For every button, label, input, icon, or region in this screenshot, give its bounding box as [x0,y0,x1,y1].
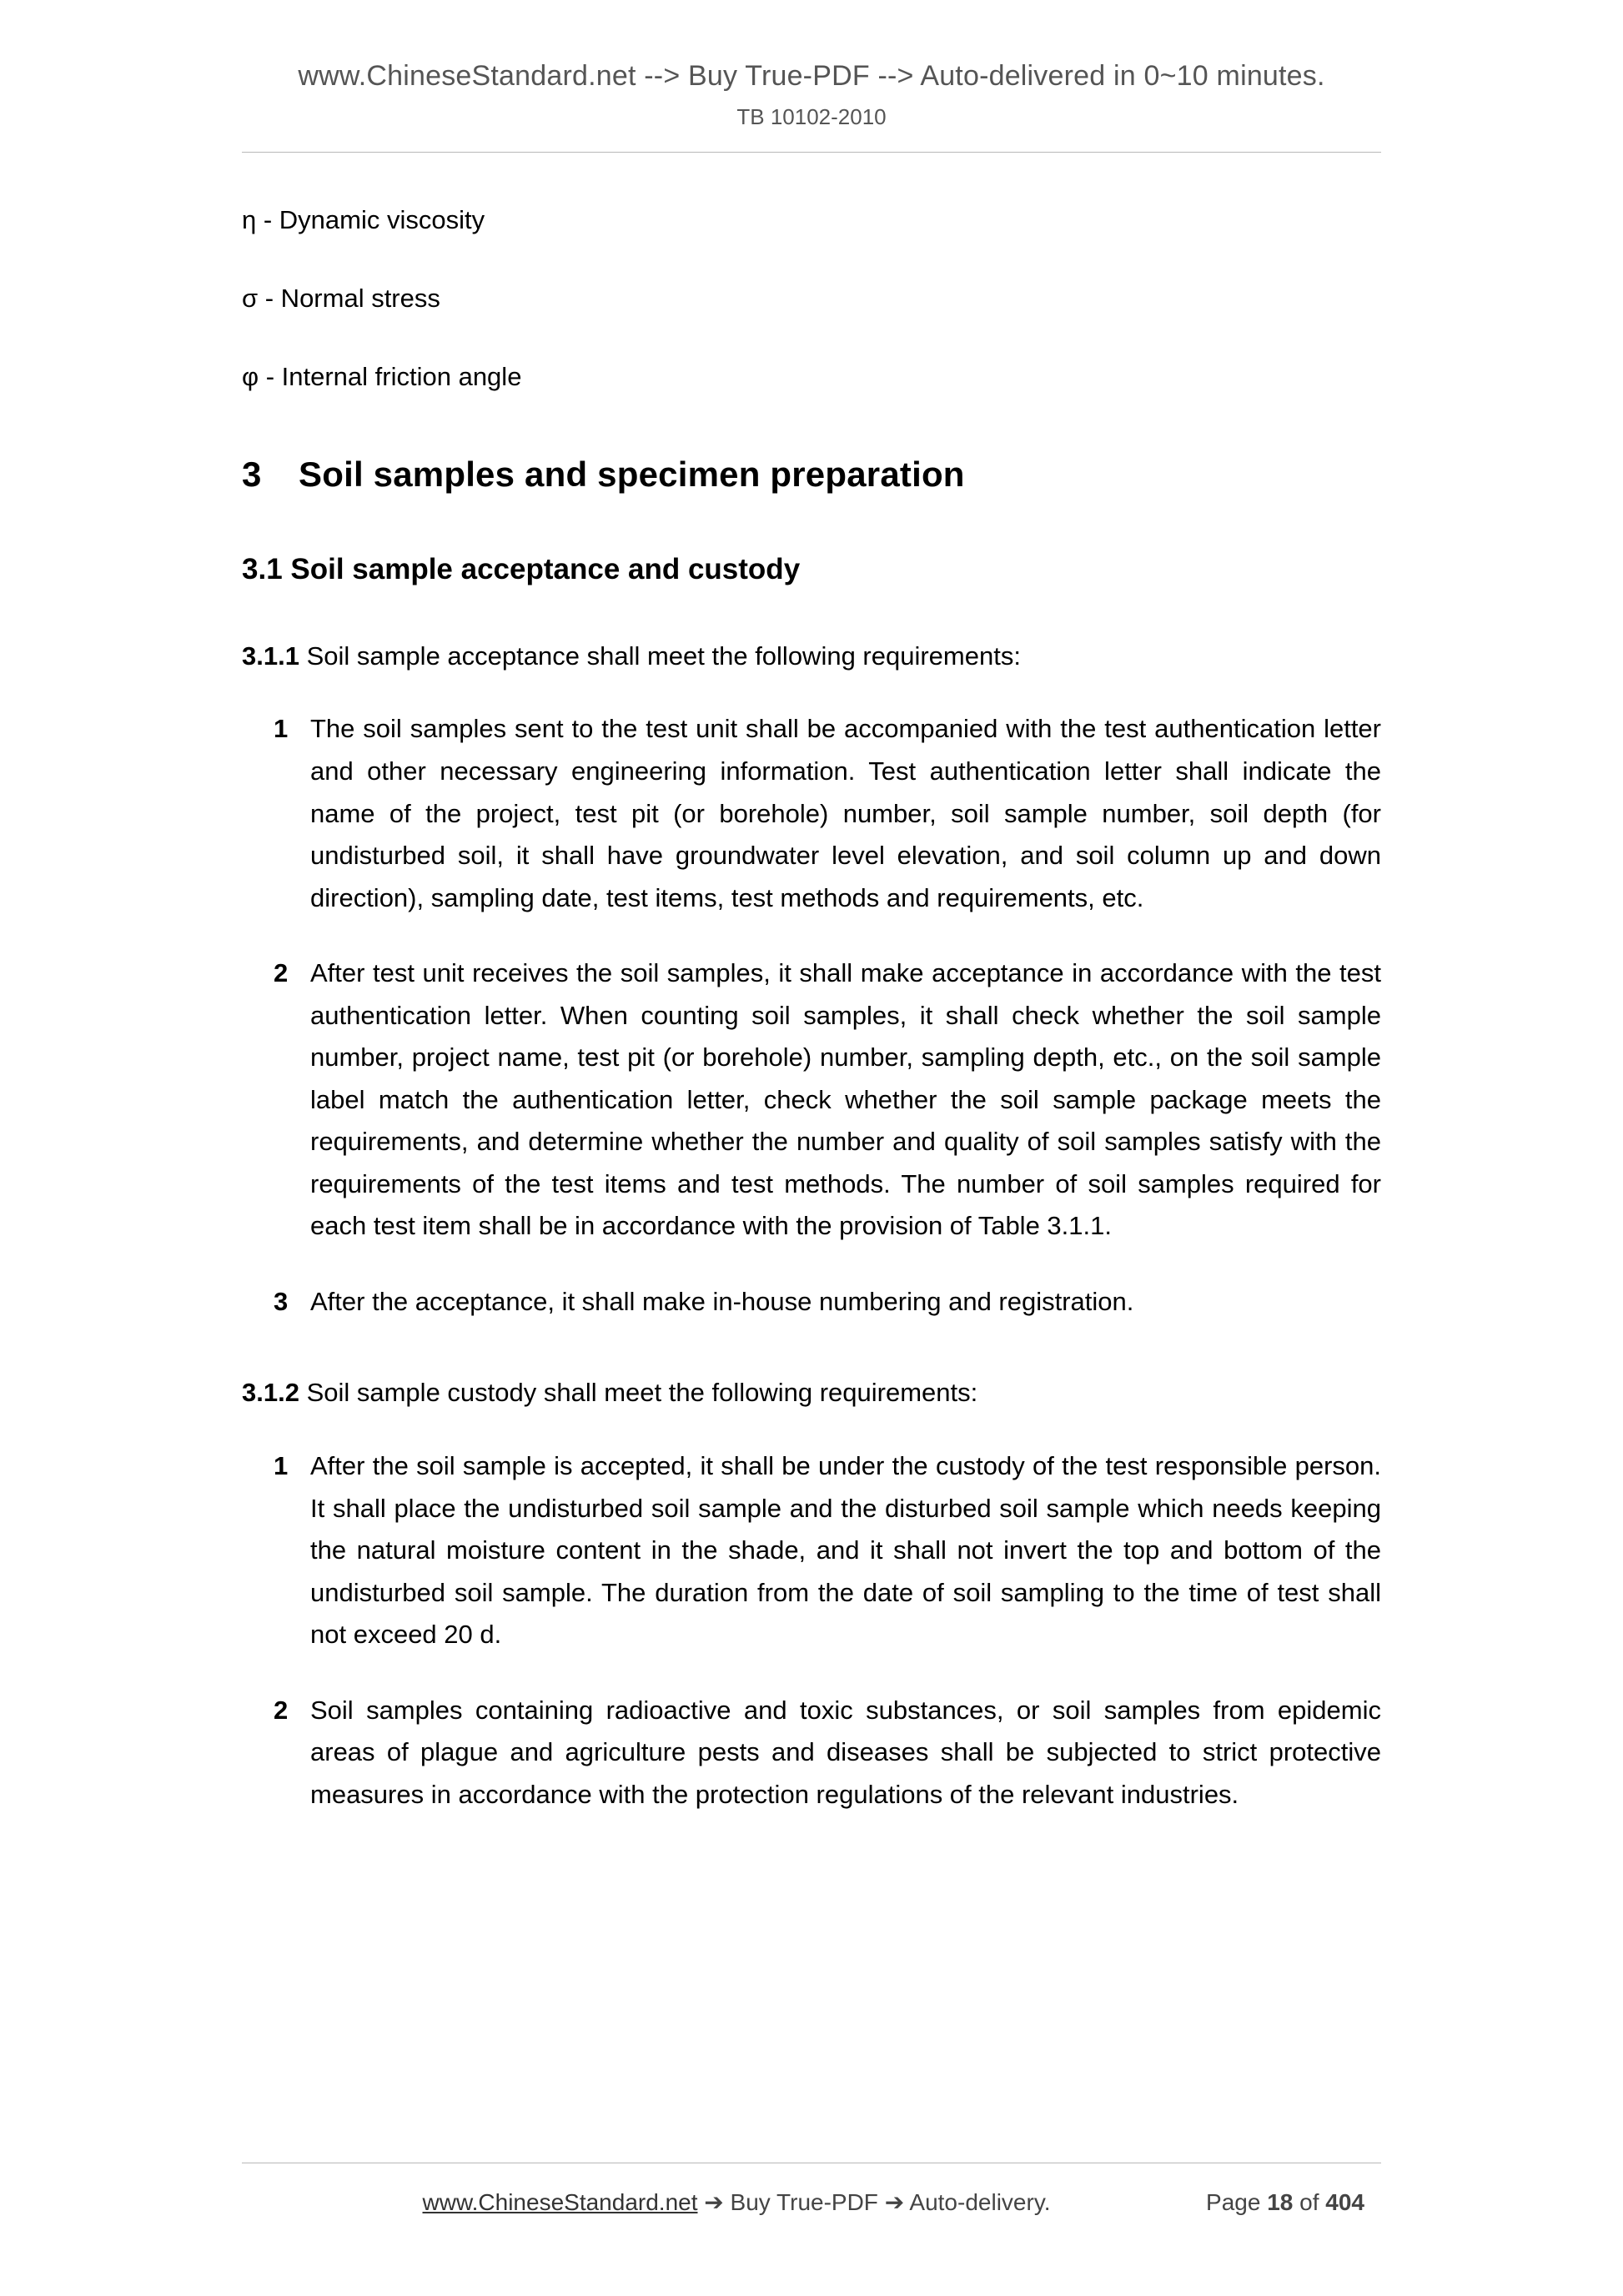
subsection-heading: 3.1 Soil sample acceptance and custody [242,552,801,585]
list-item-number: 3 [274,1286,289,1316]
clause-3-1-2 [242,1374,1381,1412]
list-item-number: 2 [274,958,289,988]
list-item [242,952,1381,1248]
clause-number-3-1-2: 3.1.2 [242,1378,299,1408]
clause-number-3-1-1: 3.1.1 [242,641,299,671]
page-prefix: Page [1206,2189,1268,2215]
arrow-right-icon: ➔ [704,2189,724,2215]
clause-text-3-1-1: Soil sample acceptance shall meet the following requirements: [299,641,1021,671]
page-indicator [1206,2189,1381,2216]
symbol-line-phi: φ - Internal friction angle [242,361,522,391]
section-title: Soil samples and specimen preparation [299,454,965,494]
section-heading [242,455,1381,495]
page-footer [242,2163,1381,2216]
page-header [0,0,1623,153]
clause-3-1-1 [242,638,1381,676]
list-item-number: 1 [274,714,289,744]
list-item-text: Soil samples containing radioactive and toxic substances, or soil samples from epidemic areas of plague and agriculture pests and diseases shall be subjected to strict protective measures in accordance with the protection regulations of the relevant industries. [310,1695,1381,1809]
arrow-right-icon: ➔ [884,2189,905,2215]
list-item [242,1281,1381,1324]
page-content [242,153,1381,1816]
list-item [242,1690,1381,1816]
page-total: 404 [1325,2189,1364,2215]
list-item [242,1445,1381,1656]
promo-banner: www.ChineseStandard.net --> Buy True-PDF --> Auto-delivered in 0~10 minutes. [298,60,1325,92]
list-item [242,708,1381,919]
list-item-number: 1 [274,1451,289,1481]
footer-site-link[interactable]: www.ChineseStandard.net [422,2189,698,2215]
standard-code: TB 10102-2010 [736,104,887,129]
list-item-number: 2 [274,1695,289,1725]
list-item-text: After test unit receives the soil samples, it shall make acceptance in accordance with the test authentication letter. When counting soil samples, it shall check whether the soil sample number, project name, test pit (or borehole) number, sampling depth, etc., on the soil sample label match the authentication letter, check whether the soil sample package meets the requirements, and determine whether the number and quality of soil samples satisfy with the requirements of the test items and test methods. The number of soil samples required for each test item shall be in accordance with the provision of Table 3.1.1. [310,958,1381,1241]
page-of: of [1293,2189,1326,2215]
footer-buy-label: Buy True-PDF [730,2189,878,2215]
list-item-text: The soil samples sent to the test unit shall be accompanied with the test authentication letter and other necessary engineering information. Test authentication letter shall indicate the name of the project, test pit (or borehole) number, soil sample number, soil depth (for undisturbed soil, it shall have groundwater level elevation, and soil column up and down direction), sampling date, test items, test methods and requirements, etc. [310,714,1381,912]
list-item-text: After the acceptance, it shall make in-house numbering and registration. [310,1286,1134,1316]
symbol-line-sigma: σ - Normal stress [242,283,440,313]
page-number: 18 [1267,2189,1294,2215]
footer-promo [242,2188,1206,2216]
symbol-line-eta: η - Dynamic viscosity [242,205,485,234]
list-item-text: After the soil sample is accepted, it shall be under the custody of the test responsible person. It shall place the undisturbed soil sample and the disturbed soil sample which needs keeping the natural moisture content in the shade, and it shall not invert the top and bottom of the undisturbed soil sample. The duration from the date of soil sampling to the time of test shall not exceed 20 d. [310,1451,1381,1650]
section-number: 3 [242,454,262,494]
clause-text-3-1-2: Soil sample custody shall meet the following requirements: [299,1378,978,1408]
footer-delivery-label: Auto-delivery. [909,2189,1051,2215]
